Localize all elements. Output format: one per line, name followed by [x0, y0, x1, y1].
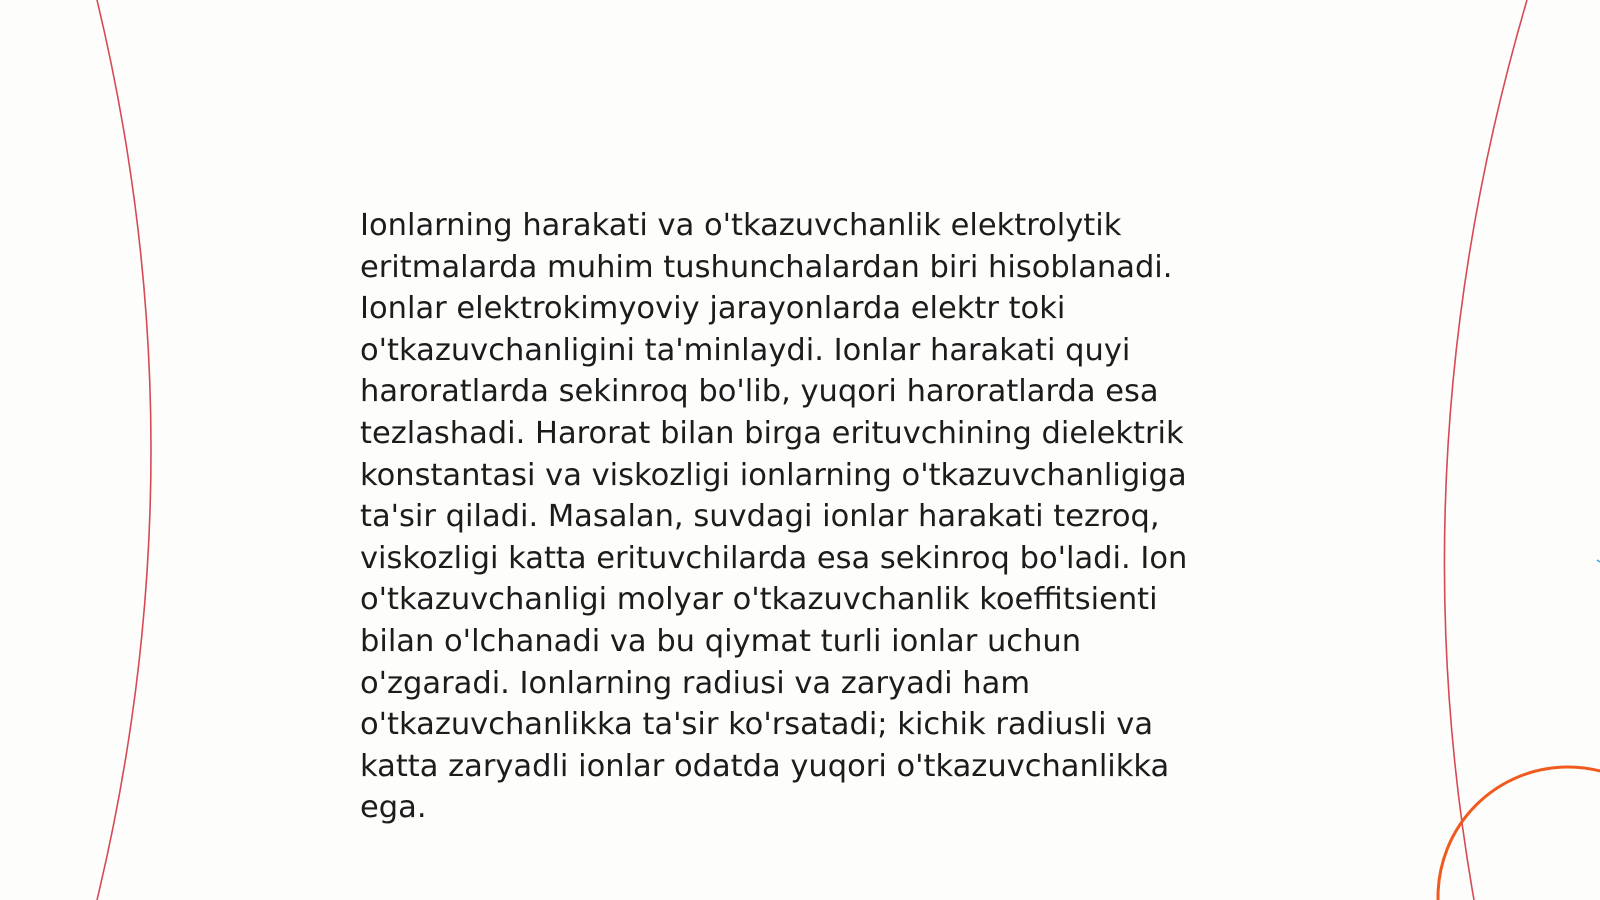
left-curve-decoration: [97, 0, 151, 900]
paragraph-line: eritmalarda muhim tushunchalardan biri hisoblanadi.: [360, 249, 1173, 285]
paragraph-line: o'zgaradi. Ionlarning radiusi va zaryadi ham: [360, 665, 1031, 701]
paragraph-line: viskozligi katta erituvchilarda esa sekinroq bo'ladi. Ion: [360, 540, 1188, 576]
paragraph-line: bilan o'lchanadi va bu qiymat turli ionlar uchun: [360, 623, 1082, 659]
accent-circle-decoration: [1438, 767, 1600, 900]
paragraph-line: konstantasi va viskozligi ionlarning o'tkazuvchanligiga: [360, 457, 1187, 493]
paragraph-line: o'tkazuvchanligini ta'minlaydi. Ionlar harakati quyi: [360, 332, 1131, 368]
paragraph-line: haroratlarda sekinroq bo'lib, yuqori haroratlarda esa: [360, 374, 1159, 410]
paragraph-line: ta'sir qiladi. Masalan, suvdagi ionlar harakati tezroq,: [360, 499, 1160, 535]
paragraph-line: Ionlar elektrokimyoviy jarayonlarda elektr toki: [360, 291, 1066, 327]
paragraph-line: katta zaryadli ionlar odatda yuqori o'tkazuvchanlikka: [360, 748, 1170, 784]
paragraph-line: o'tkazuvchanlikka ta'sir ko'rsatadi; kichik radiusli va: [360, 707, 1154, 743]
paragraph-line: ega.: [360, 790, 427, 826]
body-paragraph: [360, 205, 1260, 829]
paragraph-line: Ionlarning harakati va o'tkazuvchanlik elektrolytik: [360, 208, 1122, 243]
right-curve-decoration: [1444, 0, 1527, 900]
paragraph-line: o'tkazuvchanligi molyar o'tkazuvchanlik koeffitsienti: [360, 582, 1158, 618]
paragraph-line: tezlashadi. Harorat bilan birga erituvchining dielektrik: [360, 415, 1184, 451]
